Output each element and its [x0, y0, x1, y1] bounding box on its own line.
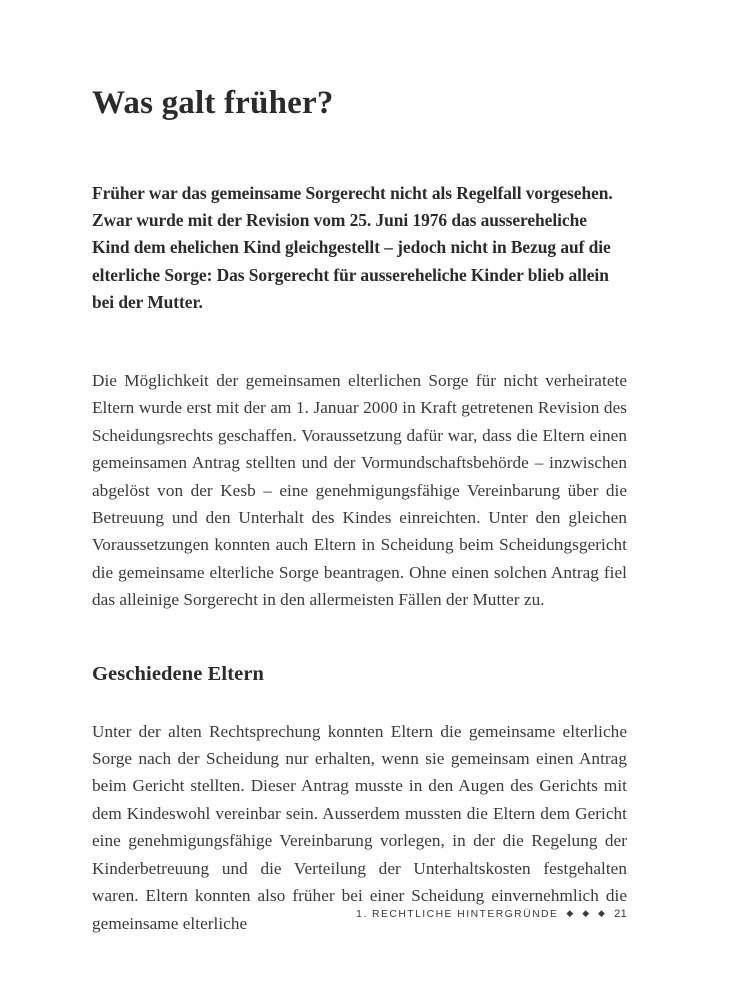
- body-paragraph-1: Die Möglichkeit der gemeinsamen elterlichen Sorge für nicht verheiratete Eltern wurde erst mit der am 1. Januar 2000 in Kraft getretenen Revision des Scheidungsrechts geschaffen. Voraussetzung dafür war, dass die Eltern einen gemeinsamen Antrag stellten und der Vormundschaftsbehörde – inzwischen abgelöst von der Kesb – eine genehmigungsfähige Vereinbarung über die Betreuung und den Unterhalt des Kindes einreichten. Unter den gleichen Voraussetzungen konnten auch Eltern in Scheidung beim Scheidungsgericht die gemeinsame elterliche Sorge beantragen. Ohne einen solchen Antrag fiel das alleinige Sorgerecht in den allermeisten Fällen der Mutter zu.: [92, 371, 627, 610]
- page-content-column: [92, 0, 627, 937]
- page-footer: [92, 908, 627, 920]
- body-paragraph-2: Unter der alten Rechtsprechung konnten Eltern die gemeinsame elterliche Sorge nach der Scheidung nur erhalten, wenn sie gemeinsam einen Antrag beim Gericht stellten. Dieser Antrag musste in den Augen des Gerichts mit dem Kindeswohl vereinbar sein. Ausserdem mussten die Eltern dem Gericht eine genehmigungsfähige Vereinbarung vorlegen, in der die Regelung der Kinderbetreuung und die Verteilung der Unterhaltskosten festgehalten waren. Eltern konnten also früher bei einer Scheidung einvernehmlich die gemeinsame elterliche: [92, 721, 627, 933]
- section-heading-geschiedene-eltern: Geschiedene Eltern: [92, 662, 265, 685]
- page-number: 21: [614, 908, 627, 920]
- footer-section-label: 1. RECHTLICHE HINTERGRÜNDE: [356, 908, 559, 920]
- diamond-ornament-icon: ◆ ◆ ◆: [566, 908, 609, 918]
- page-title: Was galt früher?: [92, 85, 334, 121]
- lead-paragraph: Früher war das gemeinsame Sorgerecht nicht als Regelfall vorgesehen. Zwar wurde mit der Revision vom 25. Juni 1976 das aussereheliche Kind dem ehelichen Kind gleichgestellt – jedoch nicht in Bezug auf die elterliche Sorge: Das Sorgerecht für aussereheliche Kinder blieb allein bei der Mutter.: [92, 183, 613, 312]
